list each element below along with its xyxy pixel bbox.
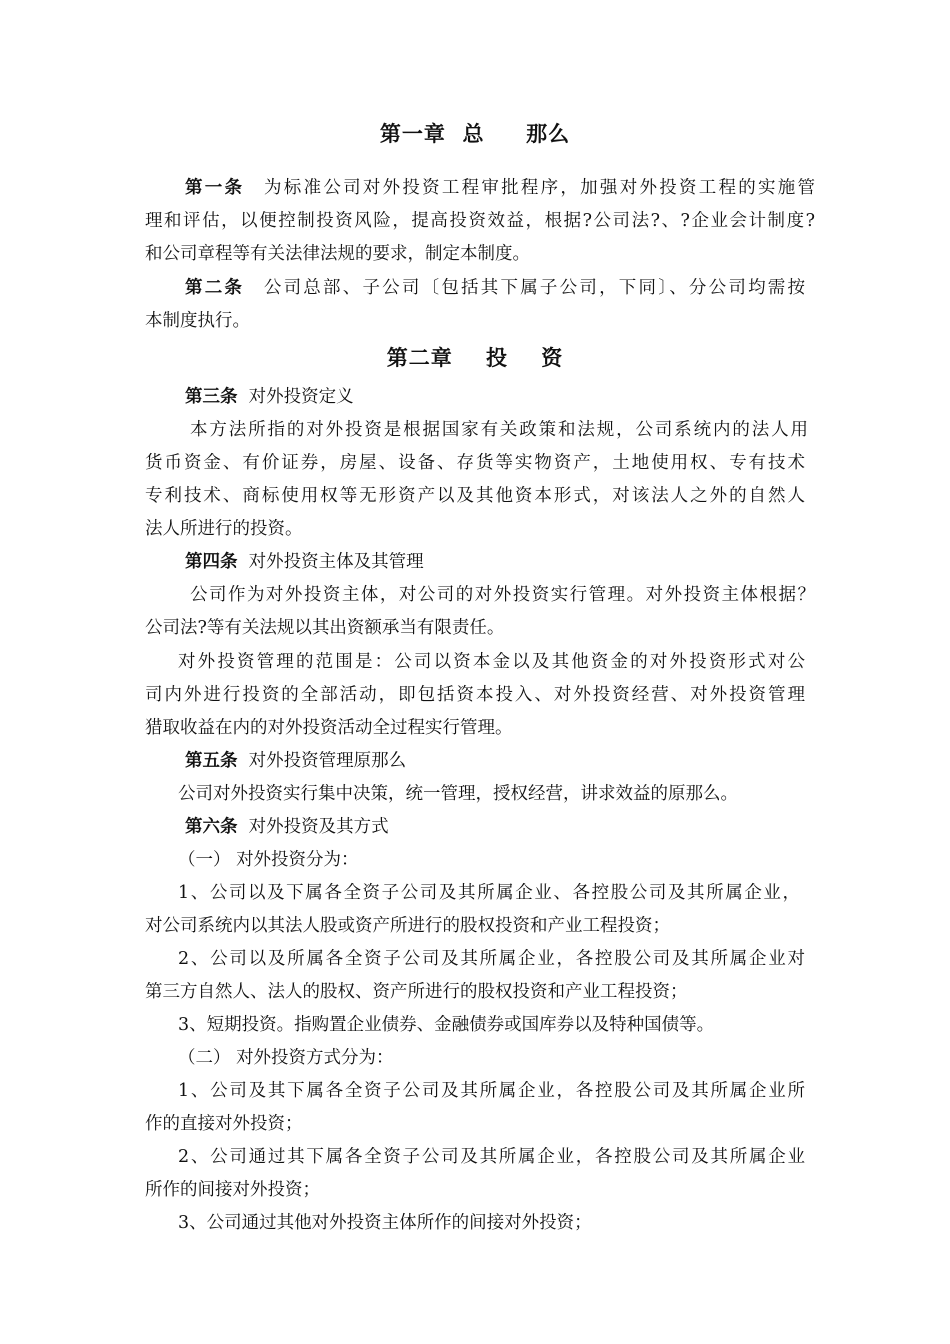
article-3-line-4: 法人所进行的投资。: [145, 519, 303, 539]
article-4-line-3: 对外投资管理的范围是：公司以资本金以及其他资金的对外投资形式对公: [178, 652, 805, 672]
article-3-label: 第三条: [185, 387, 238, 407]
article-2-line-2: 本制度执行。: [145, 311, 250, 331]
article-4-header: [185, 550, 424, 574]
article-2-text: 公司总部、子公司〔包括其下属子公司，下同〕、分公司均需按: [263, 278, 806, 298]
article-5-title: 对外投资管理原那么: [248, 751, 407, 771]
article-1-line-2: 理和评估，以便控制投资风险，提高投资效益，根据?公司法?、?企业会计制度?: [145, 211, 815, 231]
chapter-1-title: 第一章 总 那么: [379, 122, 571, 146]
article-1-label: 第一条: [185, 178, 245, 198]
article-6-subheading-2: （二） 对外投资方式分为：: [178, 1048, 394, 1068]
article-2-line-1: [185, 276, 805, 300]
article-6-label: 第六条: [185, 817, 238, 837]
article-3-header: [185, 385, 354, 409]
article-6-subheading-1: （一） 对外投资分为：: [178, 850, 359, 870]
article-1-line-1: [185, 176, 815, 200]
article-3-title: 对外投资定义: [248, 387, 354, 407]
article-6-header: [185, 815, 389, 839]
article-6-line-7: 作的直接对外投资；: [145, 1114, 303, 1134]
article-4-line-1: 公司作为对外投资主体，对公司的对外投资实行管理。对外投资主体根据？: [190, 585, 815, 605]
article-1-text: 为标准公司对外投资工程审批程序，加强对外投资工程的实施管: [264, 178, 816, 198]
article-6-line-5: 3、短期投资。指购置企业债券、金融债券或国库券以及特种国债等。: [178, 1015, 715, 1035]
article-5-line-1: 公司对外投资实行集中决策，统一管理，授权经营，讲求效益的原那么。: [178, 784, 738, 804]
article-6-line-2: 对公司系统内以其法人股或资产所进行的股权投资和产业工程投资；: [145, 916, 670, 936]
article-3-line-2: 货币资金、有价证券，房屋、设备、存货等实物资产，土地使用权、专有技术: [145, 453, 805, 473]
article-5-header: [185, 749, 406, 773]
article-6-line-9: 所作的间接对外投资；: [145, 1180, 320, 1200]
article-6-line-8: 2、公司通过其下属各全资子公司及其所属企业，各控股公司及其所属企业: [178, 1147, 805, 1167]
article-6-line-3: 2、公司以及所属各全资子公司及其所属企业，各控股公司及其所属企业对: [178, 949, 805, 969]
article-1-line-3: 和公司章程等有关法律法规的要求，制定本制度。: [145, 244, 530, 264]
chapter-2-title: 第二章 投 资: [386, 346, 564, 370]
article-4-line-5: 猎取收益在内的对外投资活动全过程实行管理。: [145, 718, 513, 738]
article-6-line-10: 3、公司通过其他对外投资主体所作的间接对外投资；: [178, 1213, 592, 1233]
article-6-line-4: 第三方自然人、法人的股权、资产所进行的股权投资和产业工程投资；: [145, 982, 688, 1002]
article-4-title: 对外投资主体及其管理: [248, 552, 424, 572]
article-4-line-4: 司内外进行投资的全部活动，即包括资本投入、对外投资经营、对外投资管理: [145, 685, 805, 705]
article-4-label: 第四条: [185, 552, 238, 572]
article-3-line-1: 本方法所指的对外投资是根据国家有关政策和法规，公司系统内的法人用: [190, 420, 808, 440]
article-4-line-2: 公司法?等有关法规以其出资额承当有限责任。: [145, 618, 505, 638]
article-6-line-6: 1、公司及其下属各全资子公司及其所属企业，各控股公司及其所属企业所: [178, 1081, 805, 1101]
article-2-label: 第二条: [185, 278, 245, 298]
article-5-label: 第五条: [185, 751, 238, 771]
article-6-line-1: 1、公司以及下属各全资子公司及其所属企业、各控股公司及其所属企业，: [178, 883, 800, 903]
article-3-line-3: 专利技术、商标使用权等无形资产以及其他资本形式，对该法人之外的自然人: [145, 486, 805, 506]
article-6-title: 对外投资及其方式: [248, 817, 389, 837]
